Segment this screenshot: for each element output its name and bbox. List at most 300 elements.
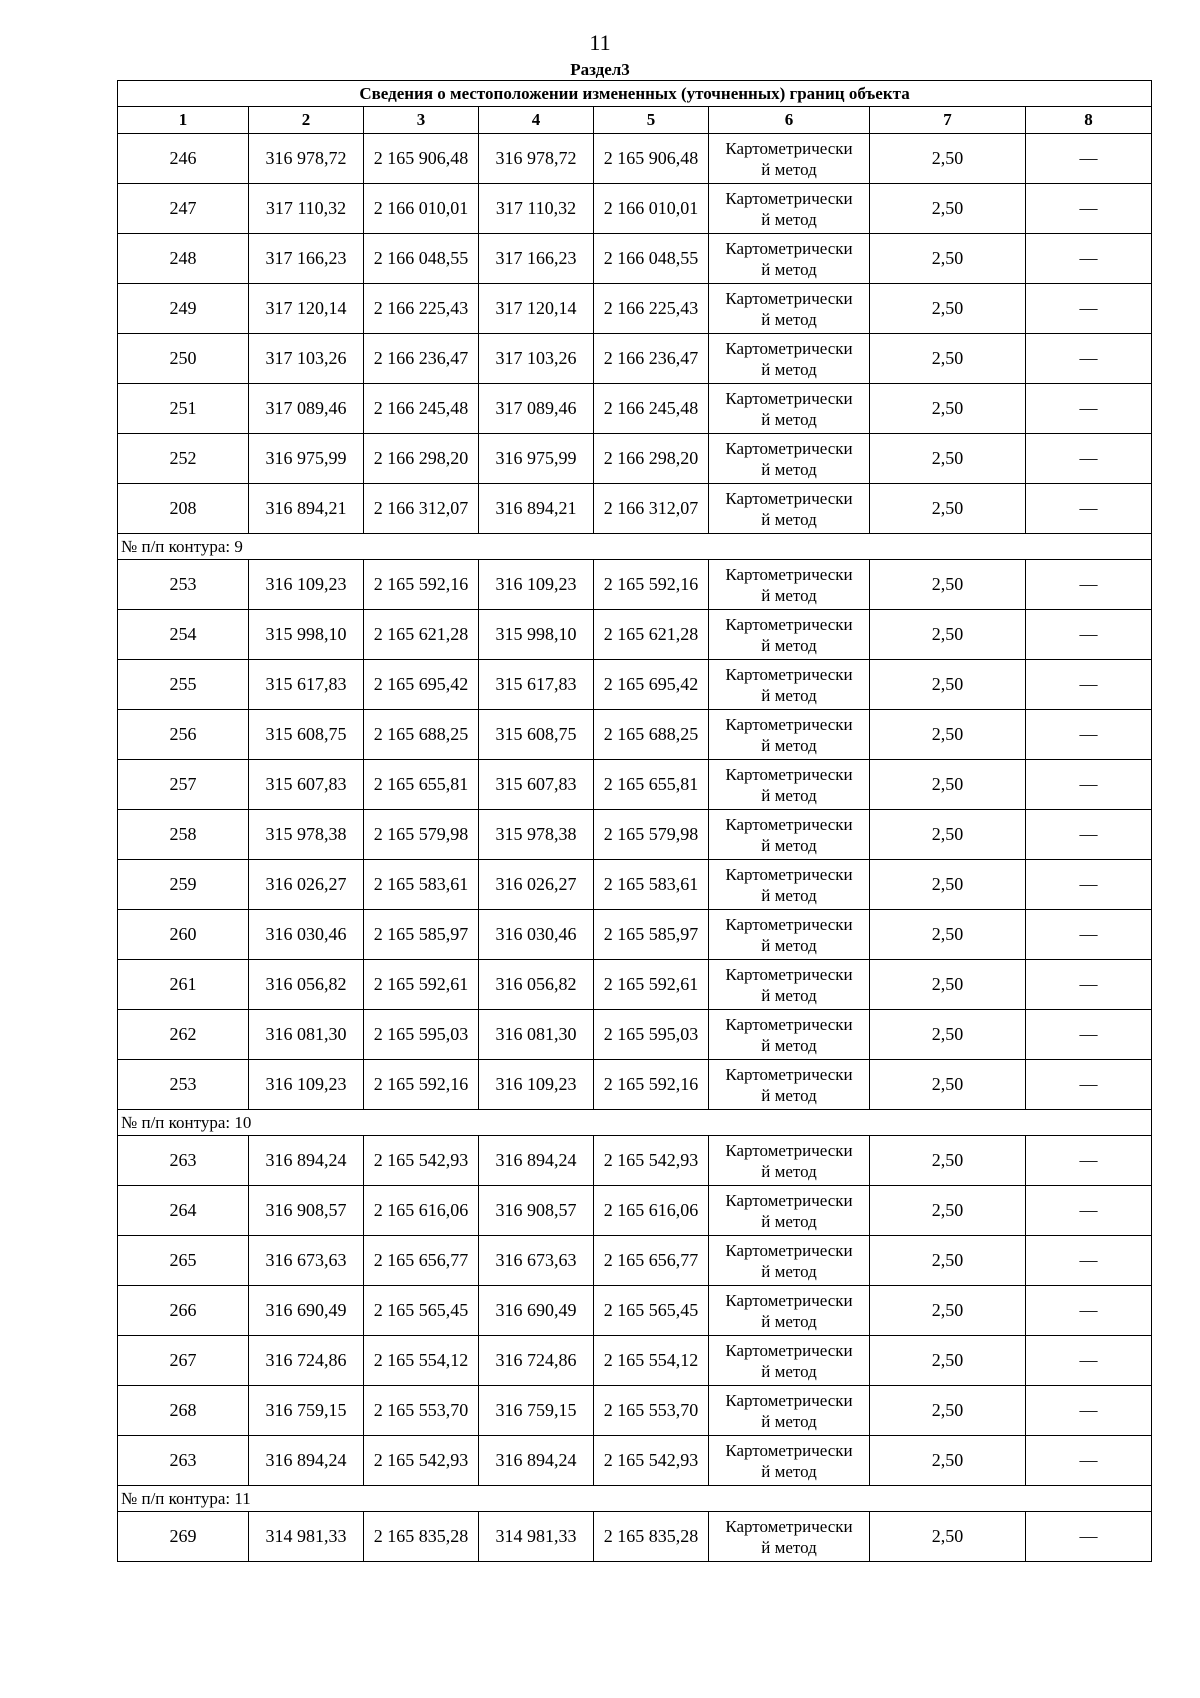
method-line: Картометрически: [725, 764, 853, 784]
y-existing-cell: 2 165 553,70: [364, 1386, 479, 1436]
x-new-cell: 315 607,83: [479, 760, 594, 810]
point-number-cell: 267: [118, 1336, 249, 1386]
x-new-cell: 316 894,24: [479, 1136, 594, 1186]
point-number-cell: 261: [118, 960, 249, 1010]
x-existing-cell: 315 608,75: [249, 710, 364, 760]
table-row: [118, 1236, 1152, 1286]
column-number: 8: [1026, 107, 1152, 134]
method-line: Картометрически: [725, 1440, 853, 1460]
x-existing-cell: 316 894,21: [249, 484, 364, 534]
x-existing-cell: 315 607,83: [249, 760, 364, 810]
y-new-cell: 2 165 616,06: [594, 1186, 709, 1236]
table-row: [118, 1186, 1152, 1236]
x-new-cell: 316 109,23: [479, 560, 594, 610]
x-new-cell: 317 103,26: [479, 334, 594, 384]
table-caption: Сведения о местоположении измененных (уточненных) границ объекта: [118, 81, 1152, 107]
method-cell: [709, 1060, 870, 1110]
method-line: й метод: [761, 1361, 817, 1381]
method-line: й метод: [761, 1085, 817, 1105]
description-cell: —: [1026, 1512, 1152, 1562]
method-line: Картометрически: [725, 388, 853, 408]
accuracy-cell: 2,50: [870, 184, 1026, 234]
description-cell: —: [1026, 434, 1152, 484]
y-existing-cell: 2 165 592,16: [364, 1060, 479, 1110]
x-new-cell: 316 975,99: [479, 434, 594, 484]
x-new-cell: 316 056,82: [479, 960, 594, 1010]
method-line: й метод: [761, 459, 817, 479]
accuracy-cell: 2,50: [870, 1286, 1026, 1336]
y-existing-cell: 2 165 565,45: [364, 1286, 479, 1336]
y-new-cell: 2 165 592,16: [594, 1060, 709, 1110]
accuracy-cell: 2,50: [870, 960, 1026, 1010]
point-number-cell: 252: [118, 434, 249, 484]
table-row: [118, 334, 1152, 384]
accuracy-cell: 2,50: [870, 1386, 1026, 1436]
method-line: Картометрически: [725, 564, 853, 584]
y-new-cell: 2 166 225,43: [594, 284, 709, 334]
y-new-cell: 2 166 245,48: [594, 384, 709, 434]
method-cell: [709, 234, 870, 284]
description-cell: —: [1026, 1286, 1152, 1336]
x-existing-cell: 317 120,14: [249, 284, 364, 334]
column-number: 6: [709, 107, 870, 134]
description-cell: —: [1026, 1010, 1152, 1060]
y-new-cell: 2 166 312,07: [594, 484, 709, 534]
x-new-cell: 316 026,27: [479, 860, 594, 910]
method-line: й метод: [761, 309, 817, 329]
description-cell: —: [1026, 710, 1152, 760]
table-row: [118, 184, 1152, 234]
accuracy-cell: 2,50: [870, 484, 1026, 534]
table-row: [118, 810, 1152, 860]
y-existing-cell: 2 166 236,47: [364, 334, 479, 384]
y-existing-cell: 2 165 616,06: [364, 1186, 479, 1236]
point-number-cell: 263: [118, 1136, 249, 1186]
method-cell: [709, 1236, 870, 1286]
y-existing-cell: 2 165 554,12: [364, 1336, 479, 1386]
method-line: Картометрически: [725, 1390, 853, 1410]
x-existing-cell: 316 690,49: [249, 1286, 364, 1336]
description-cell: —: [1026, 960, 1152, 1010]
y-existing-cell: 2 165 585,97: [364, 910, 479, 960]
table-row: [118, 1386, 1152, 1436]
column-number: 7: [870, 107, 1026, 134]
x-existing-cell: 315 978,38: [249, 810, 364, 860]
method-line: Картометрически: [725, 338, 853, 358]
table-row: [118, 610, 1152, 660]
y-new-cell: 2 165 906,48: [594, 134, 709, 184]
method-line: Картометрически: [725, 288, 853, 308]
x-existing-cell: 316 030,46: [249, 910, 364, 960]
method-line: Картометрически: [725, 438, 853, 458]
description-cell: —: [1026, 810, 1152, 860]
point-number-cell: 255: [118, 660, 249, 710]
y-new-cell: 2 165 579,98: [594, 810, 709, 860]
x-new-cell: 317 166,23: [479, 234, 594, 284]
table-row: [118, 1286, 1152, 1336]
x-existing-cell: 316 894,24: [249, 1436, 364, 1486]
method-line: Картометрически: [725, 714, 853, 734]
contour-label: № п/п контура: 9: [118, 534, 1152, 560]
y-existing-cell: 2 165 906,48: [364, 134, 479, 184]
method-line: й метод: [761, 835, 817, 855]
method-cell: [709, 660, 870, 710]
method-cell: [709, 1436, 870, 1486]
description-cell: —: [1026, 860, 1152, 910]
method-line: Картометрически: [725, 1290, 853, 1310]
accuracy-cell: 2,50: [870, 660, 1026, 710]
y-existing-cell: 2 165 592,16: [364, 560, 479, 610]
x-existing-cell: 316 759,15: [249, 1386, 364, 1436]
y-existing-cell: 2 165 595,03: [364, 1010, 479, 1060]
y-new-cell: 2 165 592,16: [594, 560, 709, 610]
accuracy-cell: 2,50: [870, 284, 1026, 334]
point-number-cell: 265: [118, 1236, 249, 1286]
x-new-cell: 317 089,46: [479, 384, 594, 434]
table-row: [118, 760, 1152, 810]
description-cell: —: [1026, 1436, 1152, 1486]
method-cell: [709, 560, 870, 610]
y-existing-cell: 2 165 688,25: [364, 710, 479, 760]
method-cell: [709, 284, 870, 334]
method-line: й метод: [761, 985, 817, 1005]
method-line: Картометрически: [725, 664, 853, 684]
point-number-cell: 268: [118, 1386, 249, 1436]
method-cell: [709, 184, 870, 234]
y-existing-cell: 2 166 298,20: [364, 434, 479, 484]
accuracy-cell: 2,50: [870, 1336, 1026, 1386]
point-number-cell: 254: [118, 610, 249, 660]
x-existing-cell: 316 975,99: [249, 434, 364, 484]
accuracy-cell: 2,50: [870, 1010, 1026, 1060]
y-new-cell: 2 165 553,70: [594, 1386, 709, 1436]
method-cell: [709, 710, 870, 760]
x-new-cell: 315 608,75: [479, 710, 594, 760]
y-new-cell: 2 165 621,28: [594, 610, 709, 660]
point-number-cell: 251: [118, 384, 249, 434]
column-number: 2: [249, 107, 364, 134]
x-new-cell: 314 981,33: [479, 1512, 594, 1562]
x-new-cell: 315 617,83: [479, 660, 594, 710]
x-new-cell: 316 030,46: [479, 910, 594, 960]
table-row: [118, 384, 1152, 434]
point-number-cell: 246: [118, 134, 249, 184]
point-number-cell: 208: [118, 484, 249, 534]
x-new-cell: 315 998,10: [479, 610, 594, 660]
method-line: Картометрически: [725, 1340, 853, 1360]
point-number-cell: 259: [118, 860, 249, 910]
y-new-cell: 2 166 010,01: [594, 184, 709, 234]
y-existing-cell: 2 165 583,61: [364, 860, 479, 910]
method-line: Картометрически: [725, 238, 853, 258]
column-number: 1: [118, 107, 249, 134]
point-number-cell: 264: [118, 1186, 249, 1236]
column-number: 4: [479, 107, 594, 134]
method-line: й метод: [761, 1461, 817, 1481]
table-row: [118, 434, 1152, 484]
description-cell: —: [1026, 484, 1152, 534]
method-cell: [709, 1286, 870, 1336]
method-line: Картометрически: [725, 488, 853, 508]
accuracy-cell: 2,50: [870, 234, 1026, 284]
page-number: 11: [589, 30, 611, 55]
table-row: [118, 860, 1152, 910]
x-new-cell: 316 673,63: [479, 1236, 594, 1286]
accuracy-cell: 2,50: [870, 710, 1026, 760]
description-cell: —: [1026, 234, 1152, 284]
method-line: Картометрически: [725, 1140, 853, 1160]
method-line: й метод: [761, 785, 817, 805]
method-cell: [709, 960, 870, 1010]
method-line: Картометрически: [725, 1064, 853, 1084]
method-line: Картометрически: [725, 1190, 853, 1210]
method-line: й метод: [761, 359, 817, 379]
accuracy-cell: 2,50: [870, 334, 1026, 384]
table-row: [118, 1512, 1152, 1562]
accuracy-cell: 2,50: [870, 1512, 1026, 1562]
method-line: й метод: [761, 635, 817, 655]
point-number-cell: 266: [118, 1286, 249, 1336]
table-caption-row: [118, 81, 1152, 107]
method-line: Картометрически: [725, 614, 853, 634]
y-new-cell: 2 165 542,93: [594, 1436, 709, 1486]
description-cell: —: [1026, 384, 1152, 434]
method-line: й метод: [761, 1411, 817, 1431]
table-row: [118, 134, 1152, 184]
point-number-cell: 263: [118, 1436, 249, 1486]
y-new-cell: 2 165 585,97: [594, 910, 709, 960]
accuracy-cell: 2,50: [870, 760, 1026, 810]
point-number-cell: 269: [118, 1512, 249, 1562]
method-cell: [709, 484, 870, 534]
contour-row: [118, 1486, 1152, 1512]
accuracy-cell: 2,50: [870, 860, 1026, 910]
x-existing-cell: 317 166,23: [249, 234, 364, 284]
x-existing-cell: 315 617,83: [249, 660, 364, 710]
accuracy-cell: 2,50: [870, 1136, 1026, 1186]
description-cell: —: [1026, 284, 1152, 334]
accuracy-cell: 2,50: [870, 1186, 1026, 1236]
y-existing-cell: 2 166 245,48: [364, 384, 479, 434]
table-row: [118, 910, 1152, 960]
y-existing-cell: 2 166 048,55: [364, 234, 479, 284]
y-new-cell: 2 166 236,47: [594, 334, 709, 384]
description-cell: —: [1026, 1060, 1152, 1110]
x-new-cell: 316 724,86: [479, 1336, 594, 1386]
method-line: й метод: [761, 409, 817, 429]
method-cell: [709, 1136, 870, 1186]
method-cell: [709, 760, 870, 810]
description-cell: —: [1026, 760, 1152, 810]
table-row: [118, 234, 1152, 284]
method-line: й метод: [761, 1537, 817, 1557]
y-new-cell: 2 165 688,25: [594, 710, 709, 760]
contour-row: [118, 534, 1152, 560]
point-number-cell: 249: [118, 284, 249, 334]
section-title: Раздел3: [570, 60, 630, 79]
x-existing-cell: 317 103,26: [249, 334, 364, 384]
table-row: [118, 960, 1152, 1010]
y-existing-cell: 2 165 579,98: [364, 810, 479, 860]
accuracy-cell: 2,50: [870, 1060, 1026, 1110]
table-row: [118, 284, 1152, 334]
method-cell: [709, 134, 870, 184]
method-cell: [709, 384, 870, 434]
table-row: [118, 1336, 1152, 1386]
y-new-cell: 2 165 656,77: [594, 1236, 709, 1286]
accuracy-cell: 2,50: [870, 1236, 1026, 1286]
method-line: Картометрически: [725, 914, 853, 934]
point-number-cell: 260: [118, 910, 249, 960]
x-existing-cell: 315 998,10: [249, 610, 364, 660]
method-cell: [709, 910, 870, 960]
column-number: 3: [364, 107, 479, 134]
table-row: [118, 484, 1152, 534]
description-cell: —: [1026, 1386, 1152, 1436]
method-line: й метод: [761, 685, 817, 705]
x-existing-cell: 316 109,23: [249, 560, 364, 610]
y-existing-cell: 2 166 010,01: [364, 184, 479, 234]
boundary-table: [117, 80, 1152, 1562]
description-cell: —: [1026, 334, 1152, 384]
contour-row: [118, 1110, 1152, 1136]
method-cell: [709, 1512, 870, 1562]
y-existing-cell: 2 165 592,61: [364, 960, 479, 1010]
point-number-cell: 247: [118, 184, 249, 234]
accuracy-cell: 2,50: [870, 134, 1026, 184]
accuracy-cell: 2,50: [870, 560, 1026, 610]
y-existing-cell: 2 165 542,93: [364, 1436, 479, 1486]
y-new-cell: 2 165 592,61: [594, 960, 709, 1010]
description-cell: —: [1026, 1236, 1152, 1286]
method-cell: [709, 1186, 870, 1236]
method-line: й метод: [761, 585, 817, 605]
method-cell: [709, 1336, 870, 1386]
contour-label: № п/п контура: 10: [118, 1110, 1152, 1136]
table-row: [118, 1436, 1152, 1486]
x-new-cell: 317 120,14: [479, 284, 594, 334]
description-cell: —: [1026, 660, 1152, 710]
point-number-cell: 248: [118, 234, 249, 284]
x-existing-cell: 316 673,63: [249, 1236, 364, 1286]
method-cell: [709, 434, 870, 484]
method-cell: [709, 1010, 870, 1060]
method-cell: [709, 610, 870, 660]
y-new-cell: 2 165 595,03: [594, 1010, 709, 1060]
x-new-cell: 316 081,30: [479, 1010, 594, 1060]
x-existing-cell: 316 894,24: [249, 1136, 364, 1186]
y-existing-cell: 2 165 542,93: [364, 1136, 479, 1186]
x-new-cell: 316 894,21: [479, 484, 594, 534]
y-new-cell: 2 166 298,20: [594, 434, 709, 484]
description-cell: —: [1026, 1136, 1152, 1186]
accuracy-cell: 2,50: [870, 434, 1026, 484]
x-new-cell: 316 908,57: [479, 1186, 594, 1236]
y-existing-cell: 2 165 835,28: [364, 1512, 479, 1562]
method-line: Картометрически: [725, 1516, 853, 1536]
y-new-cell: 2 165 695,42: [594, 660, 709, 710]
method-line: й метод: [761, 1161, 817, 1181]
x-existing-cell: 317 110,32: [249, 184, 364, 234]
table-row: [118, 1010, 1152, 1060]
method-cell: [709, 1386, 870, 1436]
point-number-cell: 256: [118, 710, 249, 760]
y-new-cell: 2 165 835,28: [594, 1512, 709, 1562]
description-cell: —: [1026, 134, 1152, 184]
method-line: й метод: [761, 1035, 817, 1055]
method-line: й метод: [761, 735, 817, 755]
x-existing-cell: 317 089,46: [249, 384, 364, 434]
y-existing-cell: 2 165 621,28: [364, 610, 479, 660]
accuracy-cell: 2,50: [870, 810, 1026, 860]
y-existing-cell: 2 166 225,43: [364, 284, 479, 334]
y-new-cell: 2 165 565,45: [594, 1286, 709, 1336]
method-cell: [709, 810, 870, 860]
method-cell: [709, 334, 870, 384]
y-new-cell: 2 166 048,55: [594, 234, 709, 284]
method-line: Картометрически: [725, 964, 853, 984]
method-line: й метод: [761, 509, 817, 529]
method-cell: [709, 860, 870, 910]
contour-label: № п/п контура: 11: [118, 1486, 1152, 1512]
column-number: 5: [594, 107, 709, 134]
method-line: й метод: [761, 1211, 817, 1231]
x-existing-cell: 314 981,33: [249, 1512, 364, 1562]
x-existing-cell: 316 724,86: [249, 1336, 364, 1386]
x-existing-cell: 316 026,27: [249, 860, 364, 910]
description-cell: —: [1026, 610, 1152, 660]
method-line: Картометрически: [725, 814, 853, 834]
method-line: Картометрически: [725, 1240, 853, 1260]
description-cell: —: [1026, 184, 1152, 234]
description-cell: —: [1026, 1336, 1152, 1386]
column-number-row: [118, 107, 1152, 134]
x-new-cell: 316 109,23: [479, 1060, 594, 1110]
table-row: [118, 660, 1152, 710]
point-number-cell: 250: [118, 334, 249, 384]
accuracy-cell: 2,50: [870, 1436, 1026, 1486]
point-number-cell: 262: [118, 1010, 249, 1060]
y-new-cell: 2 165 583,61: [594, 860, 709, 910]
x-new-cell: 316 690,49: [479, 1286, 594, 1336]
table-row: [118, 1136, 1152, 1186]
method-line: й метод: [761, 209, 817, 229]
method-line: Картометрически: [725, 864, 853, 884]
point-number-cell: 253: [118, 1060, 249, 1110]
x-new-cell: 316 894,24: [479, 1436, 594, 1486]
table-row: [118, 1060, 1152, 1110]
x-existing-cell: 316 978,72: [249, 134, 364, 184]
method-line: Картометрически: [725, 188, 853, 208]
y-new-cell: 2 165 542,93: [594, 1136, 709, 1186]
method-line: й метод: [761, 1311, 817, 1331]
point-number-cell: 258: [118, 810, 249, 860]
x-new-cell: 317 110,32: [479, 184, 594, 234]
table-row: [118, 560, 1152, 610]
x-existing-cell: 316 908,57: [249, 1186, 364, 1236]
y-existing-cell: 2 166 312,07: [364, 484, 479, 534]
method-line: Картометрически: [725, 138, 853, 158]
y-existing-cell: 2 165 695,42: [364, 660, 479, 710]
accuracy-cell: 2,50: [870, 610, 1026, 660]
point-number-cell: 257: [118, 760, 249, 810]
accuracy-cell: 2,50: [870, 910, 1026, 960]
y-new-cell: 2 165 655,81: [594, 760, 709, 810]
x-existing-cell: 316 109,23: [249, 1060, 364, 1110]
accuracy-cell: 2,50: [870, 384, 1026, 434]
method-line: Картометрически: [725, 1014, 853, 1034]
x-new-cell: 316 759,15: [479, 1386, 594, 1436]
